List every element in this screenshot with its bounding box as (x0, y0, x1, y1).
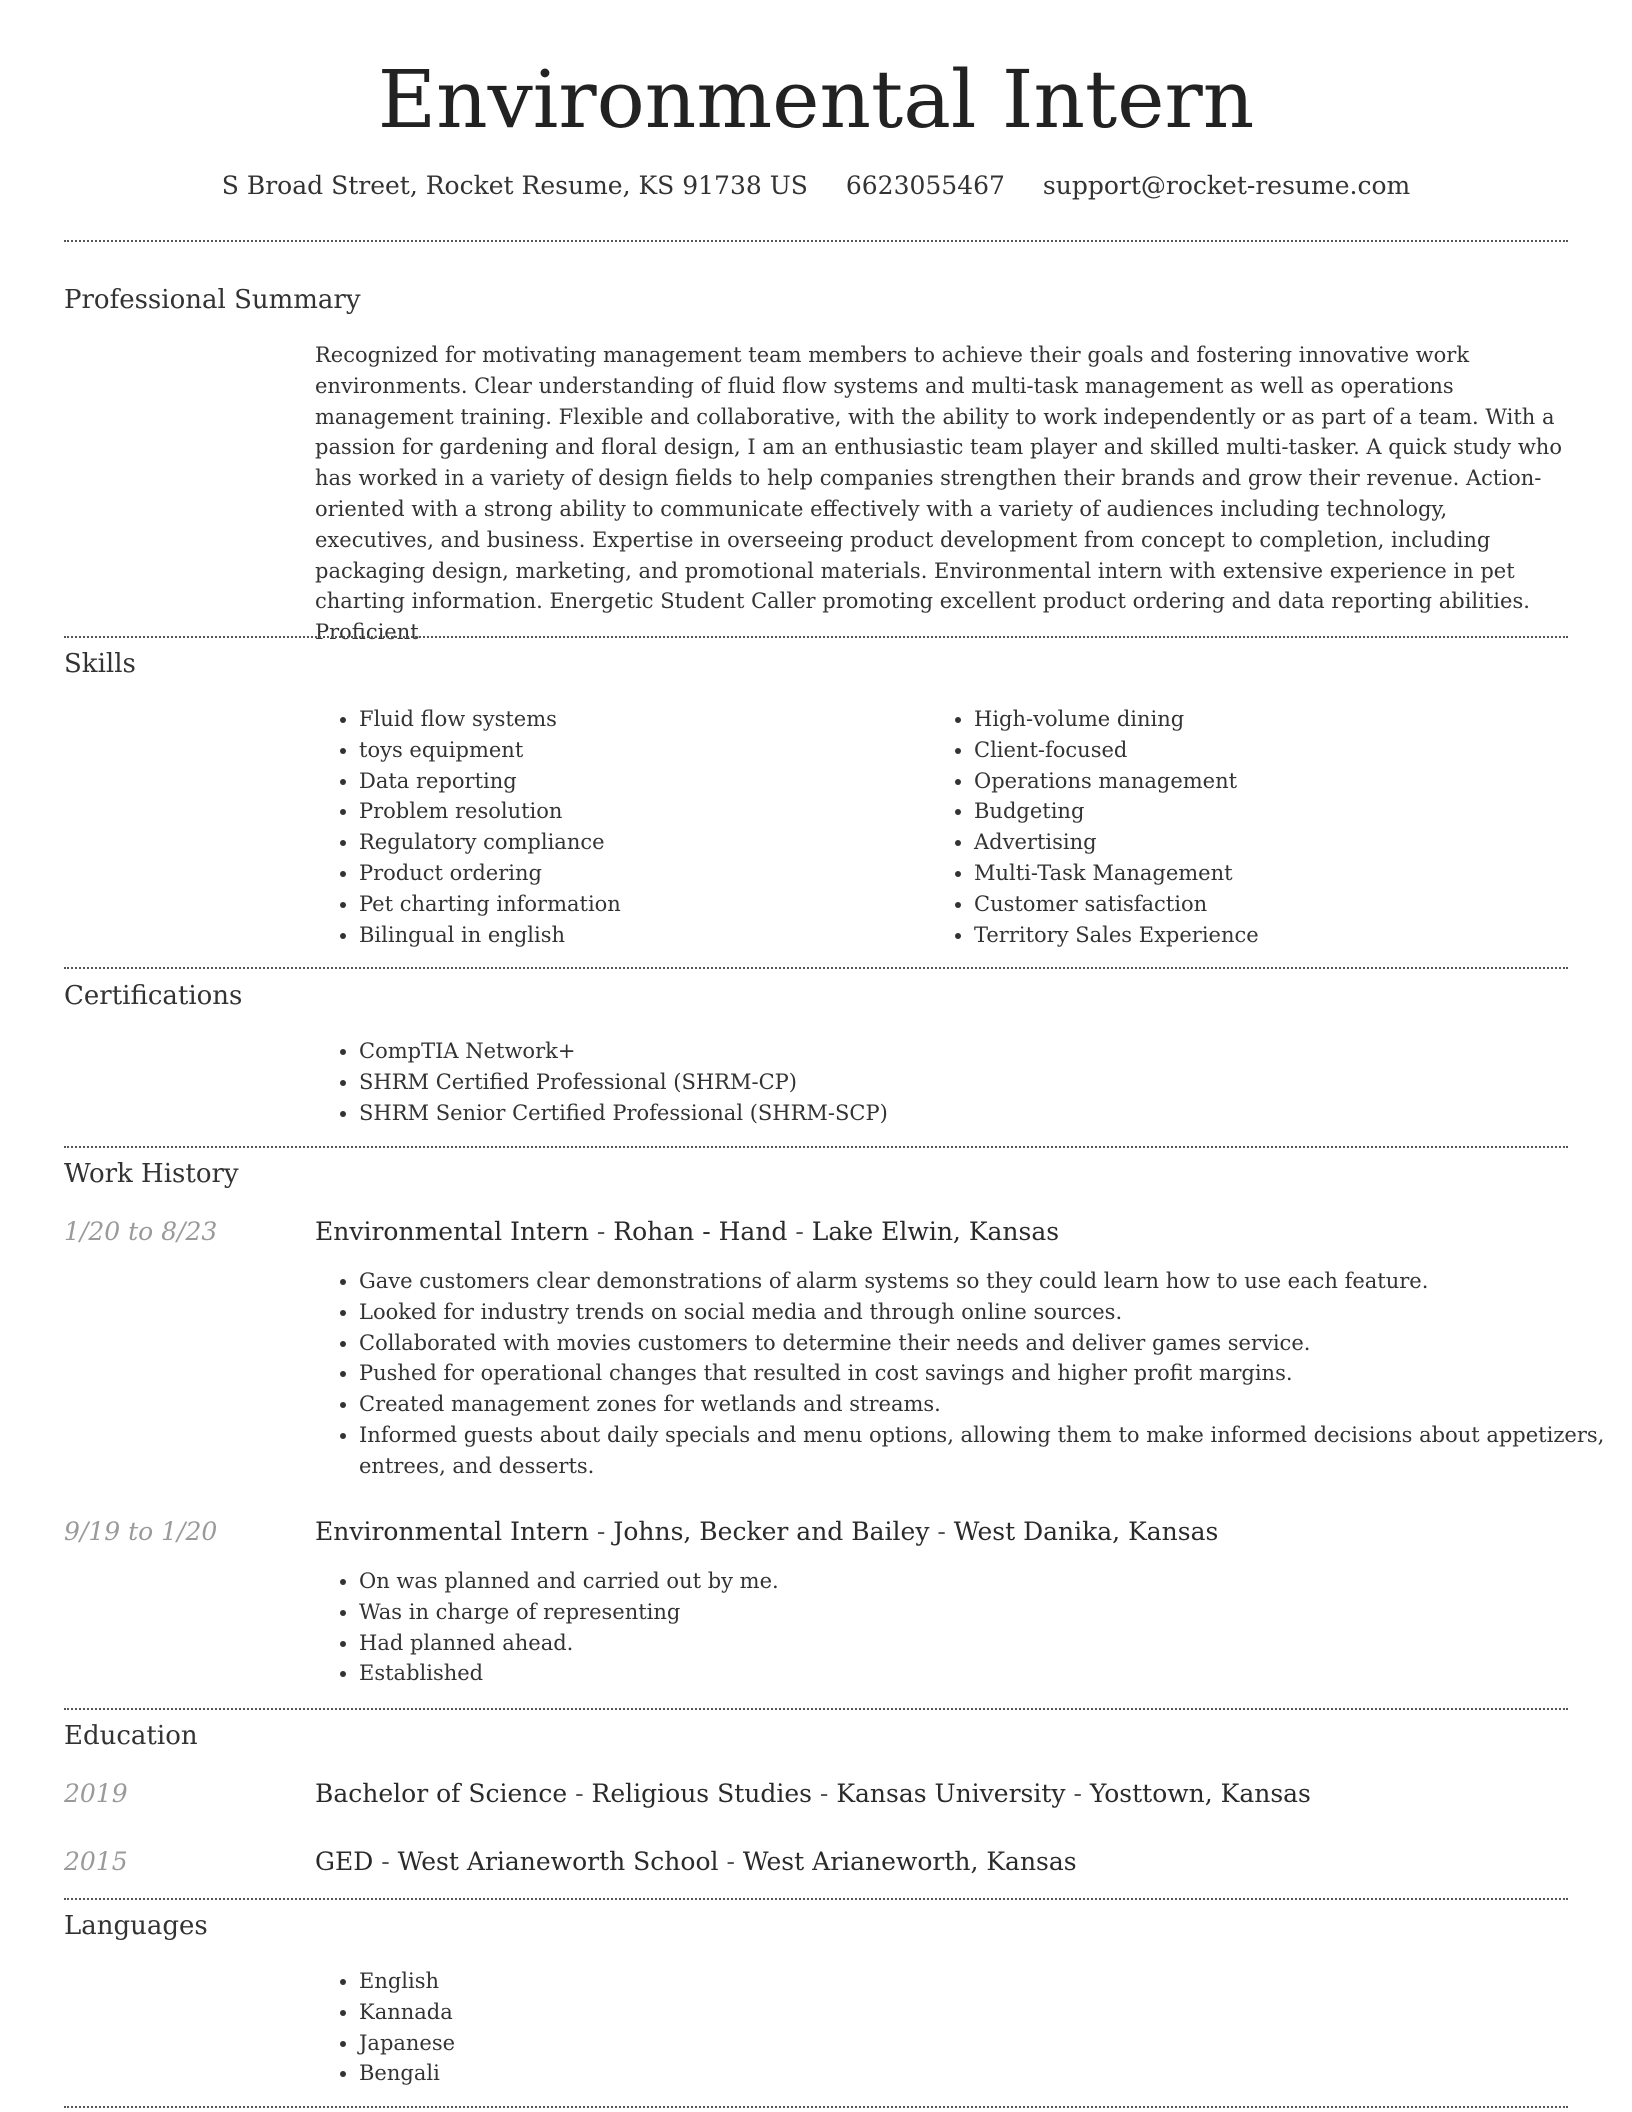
education-degree: GED (315, 1847, 374, 1876)
education-location: Yosttown, Kansas (1089, 1779, 1311, 1808)
skills-list-right (930, 704, 1574, 950)
skill-item: • Product ordering (359, 858, 919, 889)
job-company: Rohan - Hand (613, 1217, 788, 1246)
job-bullet: • Had planned ahead. (359, 1628, 1609, 1659)
divider (64, 1708, 1568, 1710)
contact-address: S Broad Street, Rocket Resume, KS 91738 US (221, 171, 808, 200)
job-bullets (315, 1266, 1609, 1482)
skill-item: • Operations management (974, 766, 1574, 797)
job-bullet: • Looked for industry trends on social media and through online sources. (359, 1297, 1609, 1328)
section-title-summary: Professional Summary (64, 285, 361, 315)
certification-item: • SHRM Senior Certified Professional (SHRM-SCP) (359, 1098, 1559, 1129)
job-bullet: • On was planned and carried out by me. (359, 1566, 1609, 1597)
job-heading: Environmental Intern - Rohan - Hand - Lake Elwin, Kansas (315, 1217, 1060, 1246)
certification-item: • CompTIA Network+ (359, 1036, 1559, 1067)
education-degree: Bachelor of Science (315, 1779, 568, 1808)
divider (64, 636, 1568, 638)
skills-list-left (315, 704, 919, 950)
job-bullet: • Created management zones for wetlands and streams. (359, 1389, 1609, 1420)
divider (64, 1898, 1568, 1900)
language-item: • Japanese (359, 2028, 1159, 2059)
job-bullet: • Pushed for operational changes that resulted in cost savings and higher profit margins. (359, 1358, 1609, 1389)
skill-item: • Advertising (974, 827, 1574, 858)
skill-item: • Regulatory compliance (359, 827, 919, 858)
summary-text: Recognized for motivating management team members to achieve their goals and fostering innovative work environments. Clear understanding of fluid flow systems and multi-task management as well as operations management training. Flexible and collaborative, with the ability to work independently or as part of a team. With a passion for gardening and floral design, I am an enthusiastic team player and skilled multi-tasker. A quick study who has worked in a variety of design fields to help companies strengthen their brands and grow their revenue. Action-oriented with a strong ability to communicate effectively with a variety of audiences including technology, executives, and business. Expertise in overseeing product development from concept to completion, including packaging design, marketing, and promotional materials. Environmental intern with extensive experience in pet charting information. Energetic Student Caller promoting excellent product ordering and data reporting abilities. Proficient (315, 343, 1562, 645)
divider (64, 967, 1568, 969)
skill-item: • Customer satisfaction (974, 889, 1574, 920)
job-dates: 9/19 to 1/20 (64, 1517, 218, 1546)
divider (64, 1146, 1568, 1148)
job-bullet: • Established (359, 1658, 1609, 1689)
divider (64, 2106, 1568, 2108)
education-entry: Bachelor of Science - Religious Studies - Kansas University - Yosttown, Kansas (315, 1779, 1311, 1808)
language-item: • Kannada (359, 1997, 1159, 2028)
language-item: • Bengali (359, 2058, 1159, 2089)
section-title-education: Education (64, 1721, 198, 1751)
skill-item: • Budgeting (974, 796, 1574, 827)
certifications-list (315, 1036, 1559, 1128)
job-title: Environmental Intern (315, 1517, 589, 1546)
job-location: Lake Elwin, Kansas (811, 1217, 1060, 1246)
skill-item: • Territory Sales Experience (974, 920, 1574, 951)
job-company: Johns, Becker and Bailey (613, 1517, 930, 1546)
education-field: Religious Studies (591, 1779, 812, 1808)
education-year: 2015 (64, 1847, 128, 1876)
education-school: West Arianeworth School (397, 1847, 719, 1876)
skill-item: • Multi-Task Management (974, 858, 1574, 889)
contact-email: support@rocket-resume.com (1042, 171, 1411, 200)
contact-phone: 6623055467 (845, 171, 1005, 200)
job-title: Environmental Intern (315, 1217, 589, 1246)
skill-item: • Pet charting information (359, 889, 919, 920)
skill-item: • High-volume dining (974, 704, 1574, 735)
skill-item: • Problem resolution (359, 796, 919, 827)
divider (64, 240, 1568, 242)
section-title-languages: Languages (64, 1911, 208, 1941)
skill-item: • Bilingual in english (359, 920, 919, 951)
skill-item: • toys equipment (359, 735, 919, 766)
job-heading: Environmental Intern - Johns, Becker and Bailey - West Danika, Kansas (315, 1517, 1219, 1546)
job-bullet: • Collaborated with movies customers to determine their needs and deliver games service. (359, 1328, 1609, 1359)
skill-item: • Fluid flow systems (359, 704, 919, 735)
section-title-skills: Skills (64, 649, 136, 679)
section-title-certifications: Certifications (64, 981, 243, 1011)
job-bullet: • Gave customers clear demonstrations of alarm systems so they could learn how to use each feature. (359, 1266, 1609, 1297)
skill-item: • Data reporting (359, 766, 919, 797)
education-school: Kansas University (836, 1779, 1066, 1808)
education-year: 2019 (64, 1779, 128, 1808)
job-location: West Danika, Kansas (953, 1517, 1219, 1546)
candidate-name: Environmental Intern (377, 53, 1255, 146)
language-item: • English (359, 1966, 1159, 1997)
certification-item: • SHRM Certified Professional (SHRM-CP) (359, 1067, 1559, 1098)
job-bullet: • Informed guests about daily specials and menu options, allowing them to make informed decisions about appetizers, entrees, and desserts. (359, 1420, 1609, 1482)
contact-line (0, 170, 1632, 202)
skill-item: • Client-focused (974, 735, 1574, 766)
job-dates: 1/20 to 8/23 (64, 1217, 218, 1246)
education-location: West Arianeworth, Kansas (742, 1847, 1077, 1876)
section-title-work-history: Work History (64, 1159, 239, 1189)
job-bullet: • Was in charge of representing (359, 1597, 1609, 1628)
languages-list (315, 1966, 1159, 2089)
job-bullets (315, 1566, 1609, 1689)
education-entry: GED - West Arianeworth School - West Arianeworth, Kansas (315, 1847, 1077, 1876)
